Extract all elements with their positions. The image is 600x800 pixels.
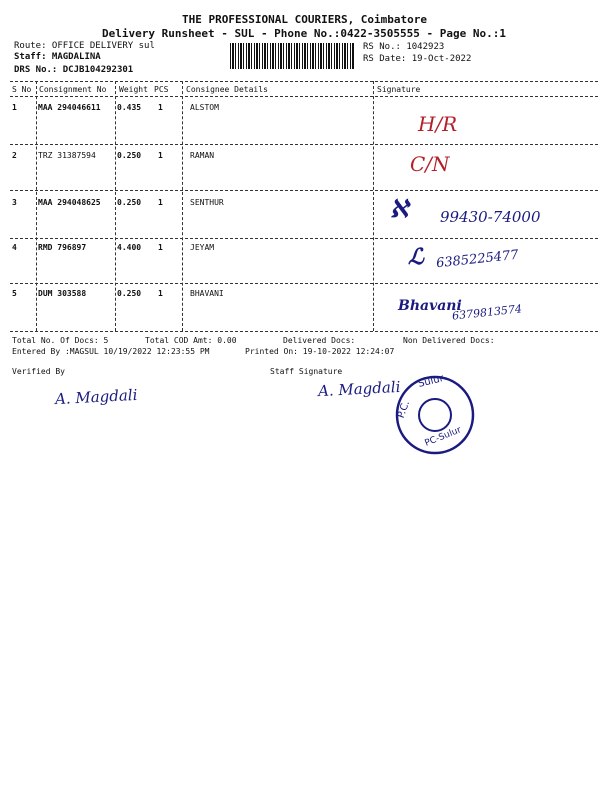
column-divider [115, 81, 116, 331]
column-header-weight: Weight [119, 85, 148, 94]
row-pcs: 1 [158, 243, 163, 252]
row-pcs: 1 [158, 289, 163, 298]
column-header-consignment: Consignment No [39, 85, 107, 94]
row-pcs: 1 [158, 103, 163, 112]
stamp-bottom-text: PC-Sulur [423, 425, 463, 449]
row-consignment: TRZ 31387594 [38, 151, 96, 160]
row-consignee: BHAVANI [190, 289, 224, 298]
row-consignee: JEYAM [190, 243, 215, 252]
column-header-pcs: PCS [154, 85, 169, 94]
office-stamp [392, 372, 478, 458]
row-pcs: 1 [158, 151, 163, 160]
table-header-rule [10, 96, 598, 97]
stamp-left-text: P.C. [395, 399, 413, 420]
delivered-docs: Delivered Docs: [283, 336, 356, 345]
verified-by-label: Verified By [12, 367, 65, 376]
column-divider [373, 81, 374, 331]
row-consignment: MAA 294048625 [38, 198, 101, 207]
row-sno: 4 [12, 243, 17, 252]
stamp-top-text: Sulur [417, 373, 445, 390]
runsheet-subtitle: Delivery Runsheet - SUL - Phone No.:0422-3505555 - Page No.:1 [102, 27, 506, 40]
row-sno: 3 [12, 198, 17, 207]
company-title: THE PROFESSIONAL COURIERS, Coimbatore [182, 13, 428, 26]
staff-signature-label: Staff Signature [270, 367, 343, 376]
row-sno: 5 [12, 289, 17, 298]
row-weight: 0.250 [117, 289, 142, 298]
non-delivered-docs: Non Delivered Docs: [403, 336, 495, 345]
row-signature: H/R [418, 112, 458, 136]
row-signature: 99430-74000 [440, 208, 541, 226]
rs-date: RS Date: 19-Oct-2022 [363, 54, 472, 64]
total-docs: Total No. Of Docs: 5 [12, 336, 109, 345]
row-sno: 1 [12, 103, 17, 112]
row-signature: 6385225477 [435, 247, 520, 272]
row-consignee: ALSTOM [190, 103, 219, 112]
row-divider [10, 283, 598, 284]
row-divider [10, 238, 598, 239]
column-header-signature: Signature [377, 85, 421, 94]
total-cod: Total COD Amt: 0.00 [145, 336, 237, 345]
printed-on: Printed On: 19-10-2022 12:24:07 [245, 347, 395, 356]
signature-scribble: ℒ [408, 244, 424, 270]
row-weight: 0.250 [117, 198, 142, 207]
column-divider [182, 81, 183, 331]
row-weight: 0.250 [117, 151, 142, 160]
row-weight: 4.400 [117, 243, 142, 252]
rs-number: RS No.: 1042923 [363, 42, 445, 52]
column-header-consignee: Consignee Details [186, 85, 268, 94]
drs-number: DRS No.: DCJB104292301 [14, 65, 134, 75]
verified-signature: A. Magdali [54, 385, 138, 409]
row-divider [10, 144, 598, 145]
entered-by: Entered By :MAGSUL 10/19/2022 12:23:55 PM [12, 347, 210, 356]
route-label: Route: OFFICE DELIVERY sul [14, 41, 155, 51]
table-top-rule [10, 81, 598, 82]
table-bottom-rule [10, 331, 598, 332]
row-weight: 0.435 [117, 103, 142, 112]
column-header-sno: S No [12, 85, 32, 94]
staff-signature: A. Magdali [317, 377, 401, 401]
row-divider [10, 190, 598, 191]
signature-scribble: ℵ [390, 194, 408, 223]
row-consignee: SENTHUR [190, 198, 224, 207]
row-signature: 6379813574 [451, 302, 523, 323]
row-signature: C/N [410, 152, 450, 176]
staff-label: Staff: MAGDALINA [14, 52, 101, 62]
barcode [230, 43, 355, 69]
column-divider [36, 81, 37, 331]
row-consignment: DUM 303588 [38, 289, 87, 298]
row-consignee: RAMAN [190, 151, 215, 160]
row-pcs: 1 [158, 198, 163, 207]
signature-scribble: Bhavani [398, 298, 462, 314]
row-sno: 2 [12, 151, 17, 160]
row-consignment: RMD 796897 [38, 243, 87, 252]
row-consignment: MAA 294046611 [38, 103, 101, 112]
